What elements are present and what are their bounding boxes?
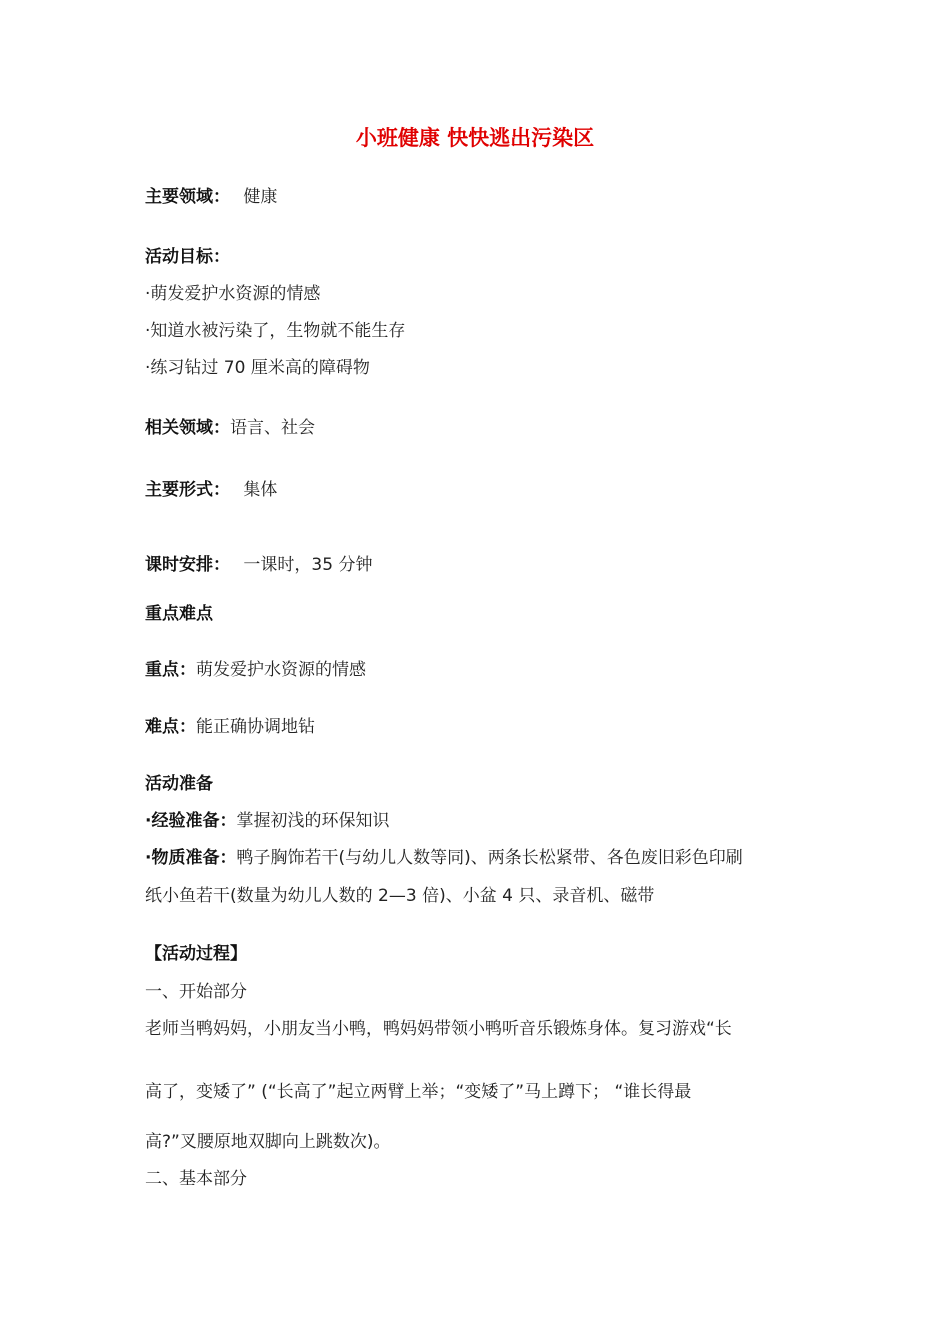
goal-item-1: ·萌发爱护水资源的情感 [145,284,321,304]
schedule-label: 课时安排： [145,555,230,575]
related-domain-row [145,416,315,440]
experience-prep-row [145,809,389,833]
difficulty-row [145,715,315,739]
material-prep-label: ·物质准备： [145,848,237,868]
key-point-row [145,658,366,682]
goal-item-2: ·知道水被污染了，生物就不能生存 [145,321,406,341]
process-paragraph-line-1: 老师当鸭妈妈，小朋友当小鸭，鸭妈妈带领小鸭听音乐锻炼身体。复习游戏“长 [145,1019,732,1039]
process-heading: 【活动过程】 [145,944,247,964]
material-prep-value-1: 鸭子胸饰若干(与幼儿人数等同)、两条长松紧带、各色废旧彩色印刷 [236,848,743,868]
process-part-2: 二、基本部分 [145,1169,247,1189]
process-paragraph-line-2: 高了，变矮了” (“长高了”起立两臂上举；“变矮了”马上蹲下； “谁长得最 [145,1082,692,1102]
key-points-heading: 重点难点 [145,604,213,624]
goals-label: 活动目标： [145,247,230,267]
difficulty-value: 能正确协调地钻 [196,717,315,737]
main-form-row [145,478,277,502]
related-domain-label: 相关领域： [145,418,230,438]
related-domain-value: 语言、社会 [230,418,315,438]
material-prep-value-2: 纸小鱼若干(数量为幼儿人数的 2—3 倍)、小盆 4 只、录音机、磁带 [145,886,655,906]
preparation-heading: 活动准备 [145,774,213,794]
process-paragraph-line-3: 高?”叉腰原地双脚向上跳数次)。 [145,1132,391,1152]
experience-prep-value: 掌握初浅的环保知识 [236,811,390,831]
main-domain-label: 主要领域： [145,187,230,207]
process-part-1: 一、开始部分 [145,982,247,1002]
main-form-label: 主要形式： [145,480,230,500]
main-domain-row [145,185,277,209]
schedule-value: 一课时，35 分钟 [243,555,373,575]
main-form-value: 集体 [243,480,278,500]
material-prep-row [145,846,743,870]
main-domain-value: 健康 [243,187,278,207]
schedule-row [145,553,372,577]
difficulty-label: 难点： [145,717,196,737]
key-point-value: 萌发爱护水资源的情感 [196,660,366,680]
key-point-label: 重点： [145,660,196,680]
experience-prep-label: ·经验准备： [145,811,237,831]
goal-item-3: ·练习钻过 70 厘米高的障碍物 [145,358,370,378]
document-title: 小班健康 快快逃出污染区 [355,126,595,150]
